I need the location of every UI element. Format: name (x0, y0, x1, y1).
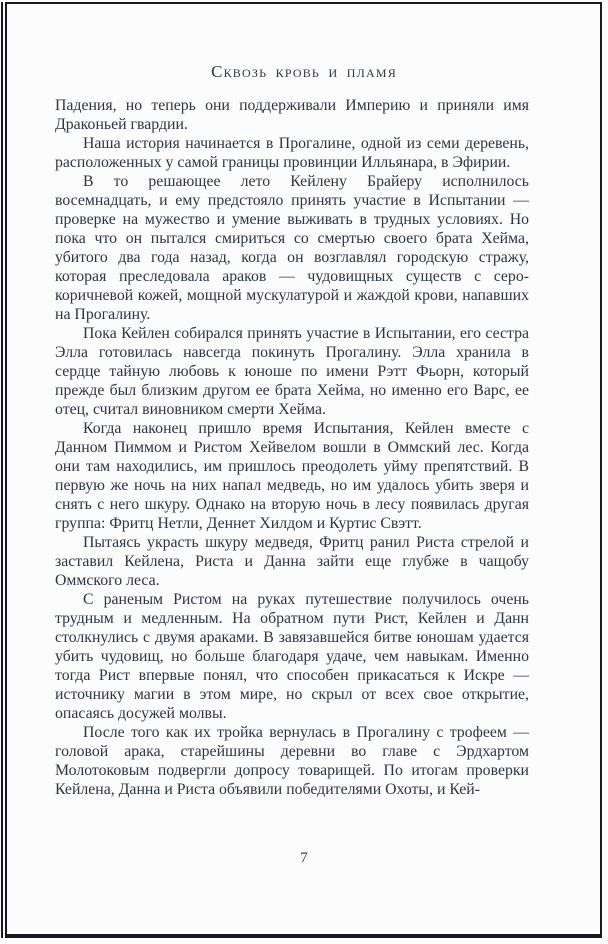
body-paragraph: Когда наконец пришло время Испытания, Кейлен вместе с Данном Пиммом и Ристом Хейвелом вошли в Оммский лес. Когда они там находились, им пришлось преодолеть уйму препятствий. В первую же ночь на них напал медведь, но им удалось убить зверя и снять с него шкуру. Однако на вторую ночь в лесу появилась другая группа: Фритц Нетли, Деннет Хилдом и Куртис Свэтт. (55, 420, 529, 532)
body-text-block (55, 96, 529, 799)
page-number: 7 (300, 850, 308, 866)
body-paragraph: Пытаясь украсть шкуру медведя, Фритц ранил Риста стрелой и заставил Кейлена, Риста и Данна зайти еще глубже в чащобу Оммского леса. (55, 534, 529, 589)
body-paragraph: С раненым Ристом на руках путешествие получилось очень трудным и медленным. На обратном пути Рист, Кейлен и Данн столкнулись с двумя араками. В завязавшейся битве юношам удается убить чудовищ, но больше благодаря удаче, чем навыкам. Именно тогда Рист впервые понял, что способен прикасаться к Искре — источнику магии в этом мире, но скрыл от всех свое открытие, опасаясь досужей молвы. (55, 591, 529, 722)
body-paragraph: Наша история начинается в Прогалине, одной из семи деревень, расположенных у самой границы провинции Илльянара, в Эфирии. (55, 135, 529, 171)
running-title: Сквозь кровь и пламя (211, 62, 397, 81)
body-paragraph: После того как их тройка вернулась в Прогалину с трофеем — головой арака, старейшины деревни во главе с Эрдхартом Молотоковым подвергли допросу товарищей. По итогам проверки Кейлена, Данна и Риста объявили победителями Охоты, и Кей- (55, 724, 529, 798)
page-frame-outer-left-line (1, 2, 3, 938)
body-paragraph: В то решающее лето Кейлену Брайеру исполнилось восемнадцать, и ему предстояло принять участие в Испытании — проверке на мужество и умение выживать в трудных условиях. Но пока что он пытался смириться со смертью своего брата Хейма, убитого два года назад, когда он возглавлял городскую стражу, которая преследовала араков — чудовищных существ с серо-коричневой кожей, мощной мускулатурой и жаждой крови, напавших на Прогалину. (55, 173, 529, 323)
body-paragraph: Падения, но теперь они поддерживали Империю и приняли имя Драконьей гвардии. (55, 97, 529, 133)
body-paragraph: Пока Кейлен собирался принять участие в Испытании, его сестра Элла готовилась навсегда покинуть Прогалину. Элла хранила в сердце тайную любовь к юноше по имени Рэтт Фьорн, который прежде был близким другом ее брата Хейма, но именно его Варс, ее отец, считал виновником смерти Хейма. (55, 325, 529, 418)
